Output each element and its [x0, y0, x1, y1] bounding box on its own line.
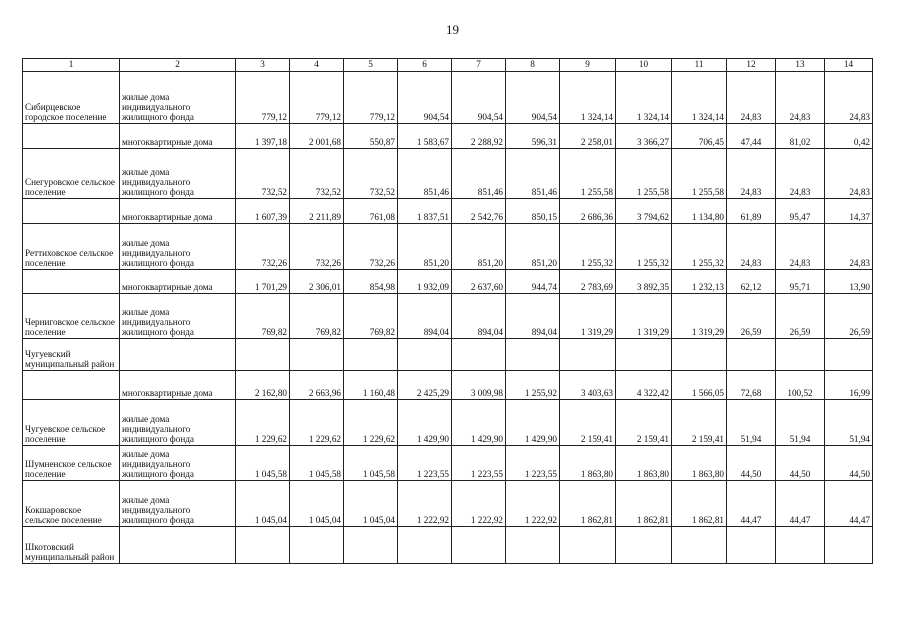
value-cell: 3 366,27 [616, 124, 672, 149]
value-cell: 769,82 [290, 294, 344, 339]
housing-type-cell: многоквартирные дома [120, 270, 236, 294]
value-cell: 1 222,92 [506, 481, 560, 527]
value-cell: 24,83 [776, 224, 825, 270]
value-cell: 51,94 [776, 400, 825, 446]
value-cell [727, 527, 776, 564]
housing-type-cell: многоквартирные дома [120, 199, 236, 224]
value-cell: 1 255,58 [672, 149, 727, 199]
value-cell [344, 339, 398, 371]
value-cell: 2 001,68 [290, 124, 344, 149]
housing-type-cell: многоквартирные дома [120, 371, 236, 400]
value-cell: 26,59 [825, 294, 873, 339]
value-cell: 100,52 [776, 371, 825, 400]
value-cell: 850,15 [506, 199, 560, 224]
header-cell: 11 [672, 59, 727, 72]
value-cell: 1 932,09 [398, 270, 452, 294]
value-cell: 3 794,62 [616, 199, 672, 224]
value-cell: 1 863,80 [560, 446, 616, 481]
value-cell: 851,20 [452, 224, 506, 270]
value-cell: 904,54 [398, 72, 452, 124]
value-cell: 24,83 [727, 149, 776, 199]
value-cell: 1 319,29 [616, 294, 672, 339]
value-cell: 44,50 [776, 446, 825, 481]
value-cell [398, 527, 452, 564]
value-cell: 1 701,29 [236, 270, 290, 294]
value-cell: 779,12 [344, 72, 398, 124]
value-cell: 2 306,01 [290, 270, 344, 294]
value-cell: 3 403,63 [560, 371, 616, 400]
table-body [23, 72, 873, 564]
value-cell: 24,83 [776, 72, 825, 124]
value-cell: 732,52 [236, 149, 290, 199]
value-cell: 732,52 [290, 149, 344, 199]
value-cell: 61,89 [727, 199, 776, 224]
table-row [23, 124, 873, 149]
header-cell: 8 [506, 59, 560, 72]
value-cell [560, 339, 616, 371]
value-cell: 2 159,41 [616, 400, 672, 446]
housing-type-cell [120, 527, 236, 564]
housing-type-cell: жилые дома индивидуального жилищного фонда [120, 149, 236, 199]
value-cell: 24,83 [825, 224, 873, 270]
value-cell: 1 583,67 [398, 124, 452, 149]
header-cell: 7 [452, 59, 506, 72]
page-number: 19 [446, 22, 459, 37]
value-cell: 3 892,35 [616, 270, 672, 294]
value-cell: 95,71 [776, 270, 825, 294]
value-cell: 2 258,01 [560, 124, 616, 149]
value-cell [672, 527, 727, 564]
value-cell [560, 527, 616, 564]
value-cell: 1 232,13 [672, 270, 727, 294]
header-cell: 12 [727, 59, 776, 72]
value-cell: 1 324,14 [672, 72, 727, 124]
header-cell: 4 [290, 59, 344, 72]
value-cell: 854,98 [344, 270, 398, 294]
header-row [23, 59, 873, 72]
value-cell: 2 686,36 [560, 199, 616, 224]
value-cell: 904,54 [452, 72, 506, 124]
value-cell: 944,74 [506, 270, 560, 294]
settlement-name-cell: Черниговское сельское поселение [23, 294, 120, 339]
value-cell: 2 159,41 [560, 400, 616, 446]
value-cell [506, 527, 560, 564]
value-cell: 1 255,32 [560, 224, 616, 270]
settlement-name-cell [23, 199, 120, 224]
value-cell: 24,83 [825, 72, 873, 124]
value-cell [452, 527, 506, 564]
value-cell: 1 397,18 [236, 124, 290, 149]
value-cell: 1 045,04 [236, 481, 290, 527]
value-cell: 1 222,92 [398, 481, 452, 527]
value-cell: 1 222,92 [452, 481, 506, 527]
value-cell [776, 339, 825, 371]
value-cell: 1 223,55 [506, 446, 560, 481]
value-cell: 904,54 [506, 72, 560, 124]
value-cell [727, 339, 776, 371]
value-cell [452, 339, 506, 371]
value-cell: 72,68 [727, 371, 776, 400]
value-cell: 1 429,90 [506, 400, 560, 446]
value-cell: 2 288,92 [452, 124, 506, 149]
value-cell: 851,20 [506, 224, 560, 270]
value-cell: 1 566,05 [672, 371, 727, 400]
table-row [23, 339, 873, 371]
settlement-name-cell: Реттиховское сельское поселение [23, 224, 120, 270]
value-cell: 779,12 [290, 72, 344, 124]
value-cell: 1 255,58 [616, 149, 672, 199]
table-row [23, 400, 873, 446]
value-cell: 44,50 [825, 446, 873, 481]
value-cell: 779,12 [236, 72, 290, 124]
value-cell: 1 863,80 [672, 446, 727, 481]
value-cell: 1 160,48 [344, 371, 398, 400]
housing-type-cell: жилые дома индивидуального жилищного фонда [120, 446, 236, 481]
value-cell [236, 527, 290, 564]
housing-type-cell: жилые дома индивидуального жилищного фонда [120, 224, 236, 270]
value-cell: 2 425,29 [398, 371, 452, 400]
value-cell: 769,82 [344, 294, 398, 339]
value-cell: 24,83 [727, 224, 776, 270]
header-cell: 1 [23, 59, 120, 72]
value-cell [616, 339, 672, 371]
value-cell: 44,47 [727, 481, 776, 527]
value-cell: 2 542,76 [452, 199, 506, 224]
value-cell [825, 527, 873, 564]
settlement-name-cell [23, 270, 120, 294]
table-row [23, 371, 873, 400]
value-cell: 44,50 [727, 446, 776, 481]
header-cell: 3 [236, 59, 290, 72]
value-cell: 732,26 [290, 224, 344, 270]
value-cell: 16,99 [825, 371, 873, 400]
value-cell: 62,12 [727, 270, 776, 294]
value-cell: 732,26 [344, 224, 398, 270]
value-cell: 732,52 [344, 149, 398, 199]
value-cell: 1 045,58 [344, 446, 398, 481]
value-cell [825, 339, 873, 371]
value-cell: 1 863,80 [616, 446, 672, 481]
value-cell: 1 229,62 [290, 400, 344, 446]
value-cell: 1 255,32 [616, 224, 672, 270]
table-row [23, 527, 873, 564]
value-cell: 24,83 [776, 149, 825, 199]
value-cell [236, 339, 290, 371]
housing-type-cell: жилые дома индивидуального жилищного фонда [120, 400, 236, 446]
value-cell: 14,37 [825, 199, 873, 224]
value-cell: 2 159,41 [672, 400, 727, 446]
value-cell: 1 134,80 [672, 199, 727, 224]
value-cell: 24,83 [727, 72, 776, 124]
value-cell: 1 045,04 [290, 481, 344, 527]
value-cell: 1 223,55 [452, 446, 506, 481]
value-cell: 1 229,62 [236, 400, 290, 446]
value-cell: 2 211,89 [290, 199, 344, 224]
value-cell: 24,83 [825, 149, 873, 199]
value-cell: 2 663,96 [290, 371, 344, 400]
value-cell: 26,59 [776, 294, 825, 339]
value-cell: 550,87 [344, 124, 398, 149]
settlement-name-cell: Снегуровское сельское поселение [23, 149, 120, 199]
value-cell: 81,02 [776, 124, 825, 149]
value-cell: 44,47 [776, 481, 825, 527]
header-cell: 10 [616, 59, 672, 72]
table-row [23, 294, 873, 339]
value-cell: 1 255,92 [506, 371, 560, 400]
value-cell: 732,26 [236, 224, 290, 270]
settlement-name-cell [23, 371, 120, 400]
value-cell: 1 223,55 [398, 446, 452, 481]
value-cell: 2 162,80 [236, 371, 290, 400]
value-cell: 51,94 [825, 400, 873, 446]
value-cell: 1 429,90 [398, 400, 452, 446]
value-cell: 1 045,58 [236, 446, 290, 481]
header-cell: 6 [398, 59, 452, 72]
housing-type-cell: многоквартирные дома [120, 124, 236, 149]
value-cell: 894,04 [398, 294, 452, 339]
value-cell: 0,42 [825, 124, 873, 149]
value-cell [290, 527, 344, 564]
value-cell [506, 339, 560, 371]
table-row [23, 270, 873, 294]
value-cell: 1 607,39 [236, 199, 290, 224]
value-cell: 1 045,58 [290, 446, 344, 481]
value-cell: 894,04 [452, 294, 506, 339]
header-cell: 2 [120, 59, 236, 72]
value-cell: 596,31 [506, 124, 560, 149]
value-cell [398, 339, 452, 371]
table-row [23, 72, 873, 124]
table-row [23, 481, 873, 527]
value-cell: 2 783,69 [560, 270, 616, 294]
table-row [23, 446, 873, 481]
value-cell: 1 862,81 [560, 481, 616, 527]
value-cell: 894,04 [506, 294, 560, 339]
value-cell [290, 339, 344, 371]
settlement-name-cell: Сибирцевское городское поселение [23, 72, 120, 124]
header-cell: 13 [776, 59, 825, 72]
value-cell: 851,46 [452, 149, 506, 199]
value-cell: 851,46 [398, 149, 452, 199]
housing-type-cell: жилые дома индивидуального жилищного фонда [120, 481, 236, 527]
value-cell: 1 324,14 [616, 72, 672, 124]
value-cell: 95,47 [776, 199, 825, 224]
header-cell: 9 [560, 59, 616, 72]
value-cell: 1 229,62 [344, 400, 398, 446]
value-cell [672, 339, 727, 371]
header-cell: 14 [825, 59, 873, 72]
housing-type-cell: жилые дома индивидуального жилищного фонда [120, 72, 236, 124]
tariff-table [22, 58, 873, 564]
value-cell: 26,59 [727, 294, 776, 339]
value-cell: 1 319,29 [672, 294, 727, 339]
value-cell: 1 319,29 [560, 294, 616, 339]
value-cell: 4 322,42 [616, 371, 672, 400]
table-row [23, 224, 873, 270]
settlement-name-cell: Шкотовский муниципальный район [23, 527, 120, 564]
value-cell: 13,90 [825, 270, 873, 294]
settlement-name-cell: Кокшаровское сельское поселение [23, 481, 120, 527]
value-cell: 769,82 [236, 294, 290, 339]
value-cell: 1 429,90 [452, 400, 506, 446]
value-cell: 51,94 [727, 400, 776, 446]
value-cell: 3 009,98 [452, 371, 506, 400]
housing-type-cell: жилые дома индивидуального жилищного фонда [120, 294, 236, 339]
value-cell: 2 637,60 [452, 270, 506, 294]
settlement-name-cell: Чугуевский муниципальный район [23, 339, 120, 371]
settlement-name-cell: Шумненское сельское поселение [23, 446, 120, 481]
value-cell: 44,47 [825, 481, 873, 527]
value-cell: 1 862,81 [672, 481, 727, 527]
settlement-name-cell: Чугуевское сельское поселение [23, 400, 120, 446]
value-cell: 1 255,58 [560, 149, 616, 199]
header-cell: 5 [344, 59, 398, 72]
value-cell: 1 045,04 [344, 481, 398, 527]
value-cell: 1 255,32 [672, 224, 727, 270]
value-cell [616, 527, 672, 564]
value-cell: 1 324,14 [560, 72, 616, 124]
value-cell: 851,46 [506, 149, 560, 199]
value-cell: 706,45 [672, 124, 727, 149]
value-cell: 851,20 [398, 224, 452, 270]
table-row [23, 149, 873, 199]
value-cell [344, 527, 398, 564]
housing-type-cell [120, 339, 236, 371]
value-cell: 1 862,81 [616, 481, 672, 527]
settlement-name-cell [23, 124, 120, 149]
value-cell [776, 527, 825, 564]
table-row [23, 199, 873, 224]
value-cell: 47,44 [727, 124, 776, 149]
value-cell: 1 837,51 [398, 199, 452, 224]
value-cell: 761,08 [344, 199, 398, 224]
